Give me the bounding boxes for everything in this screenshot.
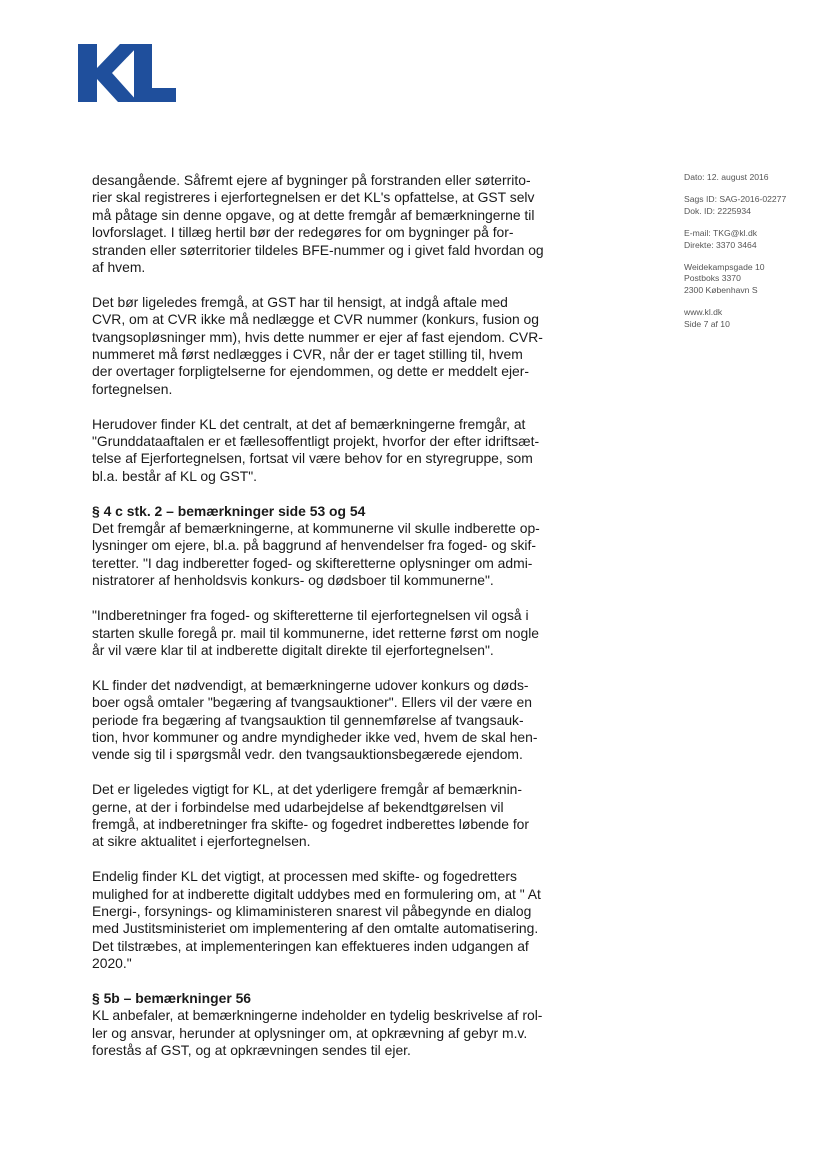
section-heading: § 4 c stk. 2 – bemærkninger side 53 og 54 xyxy=(92,502,366,519)
sidebar-line: Dato: 12. august 2016 xyxy=(684,172,769,182)
text-line: der overtager forpligtelserne for ejendommen, og dette er meddelt ejer- xyxy=(92,363,530,380)
text-line: CVR, om at CVR ikke må nedlægge et CVR nummer (konkurs, fusion og xyxy=(92,311,539,328)
sidebar-metadata xyxy=(684,172,814,341)
paragraph xyxy=(92,294,577,398)
text-line: Det bør ligeledes fremgå, at GST har til hensigt, at indgå aftale med xyxy=(92,293,508,310)
text-line: telse af Ejerfortegnelsen, fortsat vil være behov for en styregruppe, som xyxy=(92,450,533,467)
text-line: lysninger om ejere, bl.a. på baggrund af henvendelser fra foged- og skif- xyxy=(92,537,536,554)
sidebar-block xyxy=(684,194,814,217)
text-line: Det er ligeledes vigtigt for KL, at det yderligere fremgår af bemærknin- xyxy=(92,781,523,798)
kl-logo-mark xyxy=(78,44,178,104)
text-line: lovforslaget. I tillæg hertil bør der redegøres for om bygninger på for- xyxy=(92,224,514,241)
sidebar-line: Weidekampsgade 10 xyxy=(684,262,765,273)
section-4c xyxy=(92,503,577,973)
text-line: Energi-, forsynings- og klimaministeren snarest vil påbegynde en dialog xyxy=(92,902,532,919)
paragraph xyxy=(92,1007,577,1059)
sidebar-line: Dok. ID: 2225934 xyxy=(684,205,751,216)
sidebar-block xyxy=(684,228,814,251)
paragraph xyxy=(92,677,577,764)
text-line: starten skulle foregå pr. mail til kommunerne, idet retterne først om nogle xyxy=(92,624,540,641)
kl-logo xyxy=(78,44,178,104)
paragraph xyxy=(92,868,577,972)
sidebar-line: www.kl.dk xyxy=(684,307,723,318)
text-line: bl.a. består af KL og GST". xyxy=(92,467,258,484)
text-line: KL finder det nødvendigt, at bemærkningerne udover konkurs og døds- xyxy=(92,676,529,693)
text-line: fortegnelsen. xyxy=(92,380,173,397)
sidebar-line: Side 7 af 10 xyxy=(684,318,730,329)
text-line: KL anbefaler, at bemærkningerne indeholder en tydelig beskrivelse af rol- xyxy=(92,1007,543,1024)
letter-body xyxy=(92,172,577,1077)
paragraph xyxy=(92,781,577,851)
text-line: ler og ansvar, herunder at oplysninger om, at opkrævning af gebyr m.v. xyxy=(92,1024,528,1041)
text-line: Endelig finder KL det vigtigt, at processen med skifte- og fogedretters xyxy=(92,868,517,885)
sidebar-block xyxy=(684,307,814,330)
text-line: Herudover finder KL det centralt, at det af bemærkningerne fremgår, at xyxy=(92,415,526,432)
text-line: stranden eller søterritorier tildeles BFE-nummer og i givet fald hvordan og xyxy=(92,241,544,258)
text-line: Det tilstræbes, at implementeringen kan effektueres inden udgangen af xyxy=(92,937,529,954)
paragraph xyxy=(92,607,577,659)
text-line: år vil være klar til at indberette digitalt direkte til ejerfortegnelsen". xyxy=(92,641,494,658)
text-line: tion, hvor kommuner og andre myndigheder ikke ved, hvem de skal hen- xyxy=(92,728,538,745)
sidebar-line: Postboks 3370 xyxy=(684,273,741,284)
sidebar-line: Direkte: 3370 3464 xyxy=(684,239,757,250)
text-line: fremgå, at indberetninger fra skifte- og fogedret indberettes løbende for xyxy=(92,815,530,832)
text-line: at sikre aktualitet i ejerfortegnelsen. xyxy=(92,833,311,850)
text-line: Det fremgår af bemærkningerne, at kommunerne vil skulle indberette op- xyxy=(92,520,540,537)
text-line: gerne, at der i forbindelse med udarbejdelse af bekendtgørelsen vil xyxy=(92,798,504,815)
text-line: mulighed for at indberette digitalt uddybes med en formulering om, at " At xyxy=(92,885,541,902)
text-line: 2020." xyxy=(92,955,132,972)
text-line: nummeret må først nedlægges i CVR, når der er taget stilling til, hvem xyxy=(92,346,523,363)
text-line: rier skal registreres i ejerfortegnelsen er det KL's opfattelse, at GST selv xyxy=(92,189,535,206)
sidebar-block xyxy=(684,262,814,296)
section-heading: § 5b – bemærkninger 56 xyxy=(92,989,252,1006)
text-line: forestås af GST, og at opkrævningen sendes til ejer. xyxy=(92,1042,411,1059)
text-line: periode fra begæring af tvangsauktion til gennemførelse af tvangsauk- xyxy=(92,711,524,728)
text-line: af hvem. xyxy=(92,259,146,276)
sidebar-line: Sags ID: SAG-2016-02277 xyxy=(684,194,787,205)
text-line: nistratorer af henholdsvis konkurs- og dødsboer til kommunerne". xyxy=(92,572,494,589)
text-line: "Indberetninger fra foged- og skifteretterne til ejerfortegnelsen vil også i xyxy=(92,607,529,624)
section-5b xyxy=(92,990,577,1060)
text-line: teretter. "I dag indberetter foged- og skifteretterne oplysninger om admi- xyxy=(92,554,533,571)
sidebar-block xyxy=(684,172,814,183)
text-line: med Justitsministeriet om implementering af den omtalte automatisering. xyxy=(92,920,539,937)
text-line: "Grunddataaftalen er et fællesoffentligt projekt, hvorfor der efter idriftsæt- xyxy=(92,433,540,450)
intro-paragraphs xyxy=(92,172,577,485)
sidebar-line: E-mail: TKG@kl.dk xyxy=(684,228,758,239)
text-line: boer også omtaler "begæring af tvangsauktioner". Ellers vil der være en xyxy=(92,694,532,711)
text-line: desangående. Såfremt ejere af bygninger på forstranden eller søterrito- xyxy=(92,172,531,188)
text-line: tvangsopløsninger mm), hvis dette nummer er ejer af fast ejendom. CVR- xyxy=(92,328,543,345)
paragraph xyxy=(92,416,577,486)
text-line: må påtage sin denne opgave, og at dette fremgår af bemærkningerne til xyxy=(92,206,535,223)
text-line: vende sig til i spørgsmål vedr. den tvangsauktionsbegærede ejendom. xyxy=(92,746,523,763)
paragraph xyxy=(92,520,577,590)
paragraph xyxy=(92,172,577,276)
sidebar-line: 2300 København S xyxy=(684,284,758,295)
